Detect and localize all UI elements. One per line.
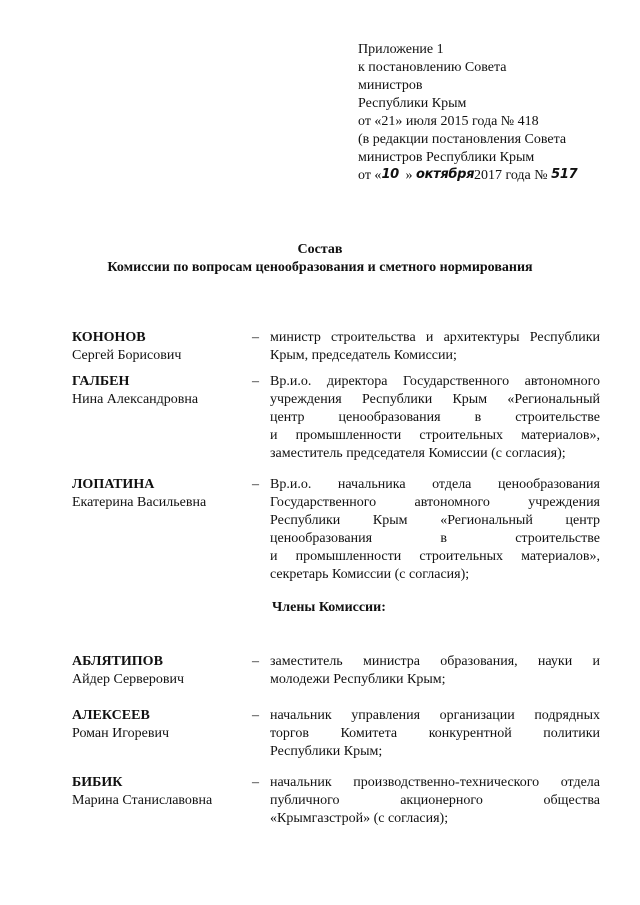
position-line: Вр.и.о. директора Государственного автономного bbox=[270, 374, 600, 389]
appendix-header bbox=[358, 41, 608, 185]
person-position bbox=[270, 774, 600, 828]
appendix-line-6: (в редакции постановления Совета bbox=[358, 132, 567, 147]
position-line: торгов Комитета конкурентной политики bbox=[270, 726, 600, 741]
handwritten-number: 517 bbox=[551, 167, 578, 182]
person-surname: БИБИК bbox=[72, 775, 123, 790]
position-line: Республики Крым «Региональный центр bbox=[270, 513, 600, 528]
person-surname: ЛОПАТИНА bbox=[72, 477, 155, 492]
dash: – bbox=[252, 477, 259, 492]
dash: – bbox=[252, 374, 259, 389]
person-position bbox=[270, 373, 600, 463]
position-line: начальник управления организации подрядных bbox=[270, 708, 600, 723]
date-prefix: от « bbox=[358, 168, 382, 183]
person-name bbox=[72, 329, 252, 365]
person-name bbox=[72, 373, 252, 409]
position-line: и промышленности строительных материалов», bbox=[270, 549, 600, 564]
position-line: министр строительства и архитектуры Республики bbox=[270, 330, 600, 345]
position-line: заместитель председателя Комиссии (с согласия); bbox=[270, 446, 566, 461]
position-line: секретарь Комиссии (с согласия); bbox=[270, 567, 470, 582]
person-given-name: Роман Игоревич bbox=[72, 726, 170, 741]
person-name bbox=[72, 774, 252, 810]
person-given-name: Марина Станиславовна bbox=[72, 793, 213, 808]
person-position bbox=[270, 707, 600, 761]
position-line: Вр.и.о. начальника отдела ценообразования bbox=[270, 477, 600, 492]
person-name bbox=[72, 476, 252, 512]
position-line: публичного акционерного общества bbox=[270, 793, 600, 808]
person-given-name: Айдер Серверович bbox=[72, 672, 185, 687]
person-name bbox=[72, 653, 252, 689]
position-line: ценообразования в строительстве bbox=[270, 531, 600, 546]
person-surname: АБЛЯТИПОВ bbox=[72, 654, 163, 669]
position-line: и промышленности строительных материалов», bbox=[270, 428, 600, 443]
appendix-line-1: Приложение 1 bbox=[358, 42, 444, 57]
person-surname: КОНОНОВ bbox=[72, 330, 146, 345]
members-heading: Члены Комиссии: bbox=[272, 600, 386, 615]
handwritten-month: октября bbox=[415, 167, 475, 182]
position-line: учреждения Республики Крым «Региональный bbox=[270, 392, 600, 407]
appendix-line-8 bbox=[358, 167, 608, 185]
document-title: Состав bbox=[297, 242, 343, 257]
position-line: Государственного автономного учреждения bbox=[270, 495, 600, 510]
date-year: 2017 года № bbox=[473, 168, 552, 183]
person-given-name: Сергей Борисович bbox=[72, 348, 182, 363]
date-mid: » bbox=[405, 168, 416, 183]
position-line: начальник производственно-технического отдела bbox=[270, 775, 600, 790]
appendix-line-7: министров Республики Крым bbox=[358, 150, 535, 165]
position-line: центр ценообразования в строительстве bbox=[270, 410, 600, 425]
position-line: заместитель министра образования, науки и bbox=[270, 654, 600, 669]
person-surname: АЛЕКСЕЕВ bbox=[72, 708, 150, 723]
person-name bbox=[72, 707, 252, 743]
position-line: Крым, председатель Комиссии; bbox=[270, 348, 457, 363]
handwritten-day: 10 bbox=[381, 167, 399, 182]
position-line: «Крымгазстрой» (с согласия); bbox=[270, 811, 449, 826]
person-given-name: Екатерина Васильевна bbox=[72, 495, 207, 510]
dash: – bbox=[252, 654, 259, 669]
position-line: Республики Крым; bbox=[270, 744, 383, 759]
appendix-line-2: к постановлению Совета bbox=[358, 60, 507, 75]
dash: – bbox=[252, 330, 259, 345]
dash: – bbox=[252, 708, 259, 723]
person-position bbox=[270, 653, 600, 689]
person-position bbox=[270, 476, 600, 584]
person-given-name: Нина Александровна bbox=[72, 392, 199, 407]
document-subtitle: Комиссии по вопросам ценообразования и сметного нормирования bbox=[107, 260, 533, 275]
appendix-line-5: от «21» июля 2015 года № 418 bbox=[358, 114, 539, 129]
appendix-line-3: министров bbox=[358, 78, 423, 93]
person-position bbox=[270, 329, 600, 365]
appendix-line-4: Республики Крым bbox=[358, 96, 467, 111]
position-line: молодежи Республики Крым; bbox=[270, 672, 446, 687]
dash: – bbox=[252, 775, 259, 790]
person-surname: ГАЛБЕН bbox=[72, 374, 130, 389]
